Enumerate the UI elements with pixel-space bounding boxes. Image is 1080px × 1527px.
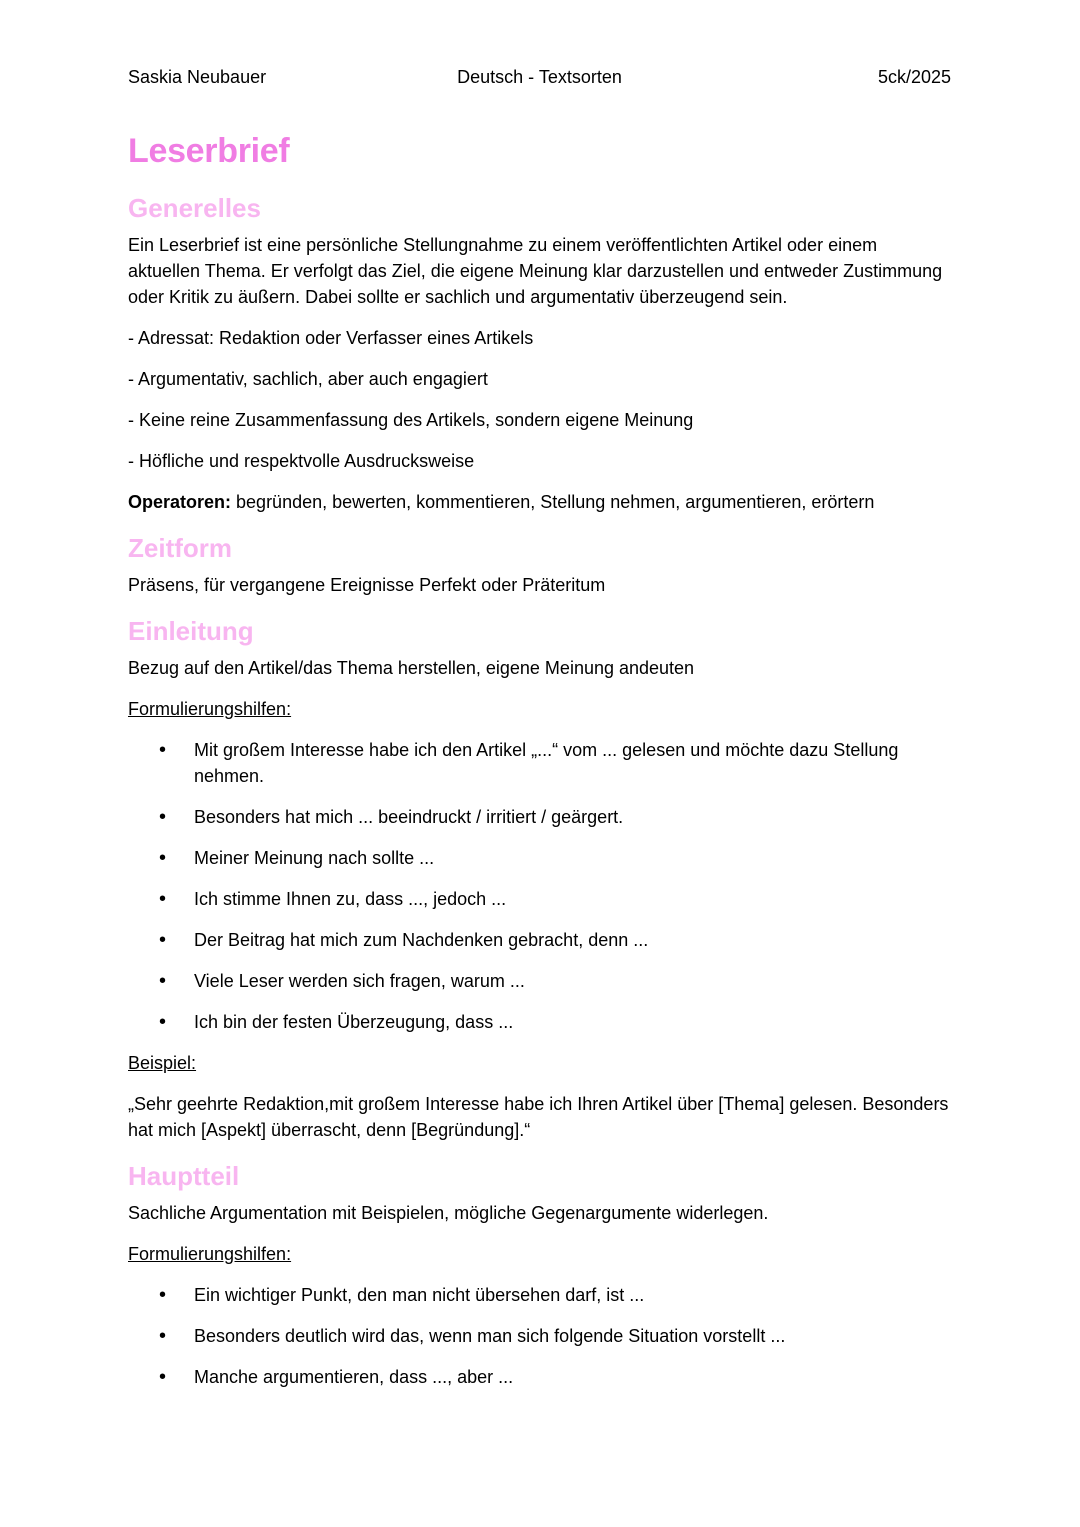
list-item: • Mit großem Interesse habe ich den Artikel „...“ vom ... gelesen und möchte dazu Stellung nehmen. (128, 737, 951, 789)
hauptteil-phrases-list (128, 1282, 951, 1390)
generelles-point: - Keine reine Zusammenfassung des Artikels, sondern eigene Meinung (128, 410, 694, 430)
header-author: Saskia Neubauer (128, 67, 267, 87)
section-heading-hauptteil: Hauptteil (128, 1161, 240, 1191)
list-item: • Meiner Meinung nach sollte ... (128, 845, 951, 871)
page-title: Leserbrief (128, 132, 290, 170)
operators-label: Operatoren: (128, 492, 232, 512)
einleitung-phrases-list (128, 737, 951, 1035)
section-heading-generelles: Generelles (128, 193, 261, 223)
einleitung-phrases-label: Formulierungshilfen: (128, 699, 292, 719)
list-item: • Der Beitrag hat mich zum Nachdenken gebracht, denn ... (128, 927, 951, 953)
generelles-point: - Höfliche und respektvolle Ausdrucksweise (128, 451, 475, 471)
list-item: • Ich stimme Ihnen zu, dass ..., jedoch ... (128, 886, 951, 912)
list-item: • Manche argumentieren, dass ..., aber ... (128, 1364, 951, 1390)
list-item: • Besonders deutlich wird das, wenn man sich folgende Situation vorstellt ... (128, 1323, 951, 1349)
document-body (128, 128, 951, 1405)
header-class-year: 5ck/2025 (877, 67, 951, 87)
zeitform-text: Präsens, für vergangene Ereignisse Perfekt oder Präteritum (128, 575, 606, 595)
generelles-point: - Adressat: Redaktion oder Verfasser eines Artikels (128, 328, 534, 348)
generelles-point: - Argumentativ, sachlich, aber auch engagiert (128, 369, 488, 389)
list-item: • Ein wichtiger Punkt, den man nicht übersehen darf, ist ... (128, 1282, 951, 1308)
list-item: • Besonders hat mich ... beeindruckt / irritiert / geärgert. (128, 804, 951, 830)
einleitung-text: Bezug auf den Artikel/das Thema herstellen, eigene Meinung andeuten (128, 658, 695, 678)
hauptteil-phrases-label: Formulierungshilfen: (128, 1244, 292, 1264)
operators-line (128, 489, 951, 515)
page-header (128, 64, 951, 90)
hauptteil-text: Sachliche Argumentation mit Beispielen, mögliche Gegenargumente widerlegen. (128, 1203, 769, 1223)
header-subject: Deutsch - Textsorten (457, 67, 622, 87)
einleitung-example-text: „Sehr geehrte Redaktion,mit großem Interesse habe ich Ihren Artikel über [Thema] gelesen. Besonders hat mich [Aspekt] überrascht, denn [Begründung].“ (128, 1094, 949, 1140)
section-heading-zeitform: Zeitform (128, 533, 232, 563)
section-heading-einleitung: Einleitung (128, 616, 254, 646)
einleitung-example-label: Beispiel: (128, 1053, 197, 1073)
list-item: • Ich bin der festen Überzeugung, dass ... (128, 1009, 951, 1035)
operators-text: begründen, bewerten, kommentieren, Stellung nehmen, argumentieren, erörtern (231, 492, 875, 512)
generelles-intro: Ein Leserbrief ist eine persönliche Stellungnahme zu einem veröffentlichten Artikel oder einem aktuellen Thema. Er verfolgt das Ziel, die eigene Meinung klar darzustellen und entweder Zustimmung oder Kritik zu äußern. Dabei sollte er sachlich und argumentativ überzeugend sein. (128, 235, 943, 307)
list-item: • Viele Leser werden sich fragen, warum ... (128, 968, 951, 994)
